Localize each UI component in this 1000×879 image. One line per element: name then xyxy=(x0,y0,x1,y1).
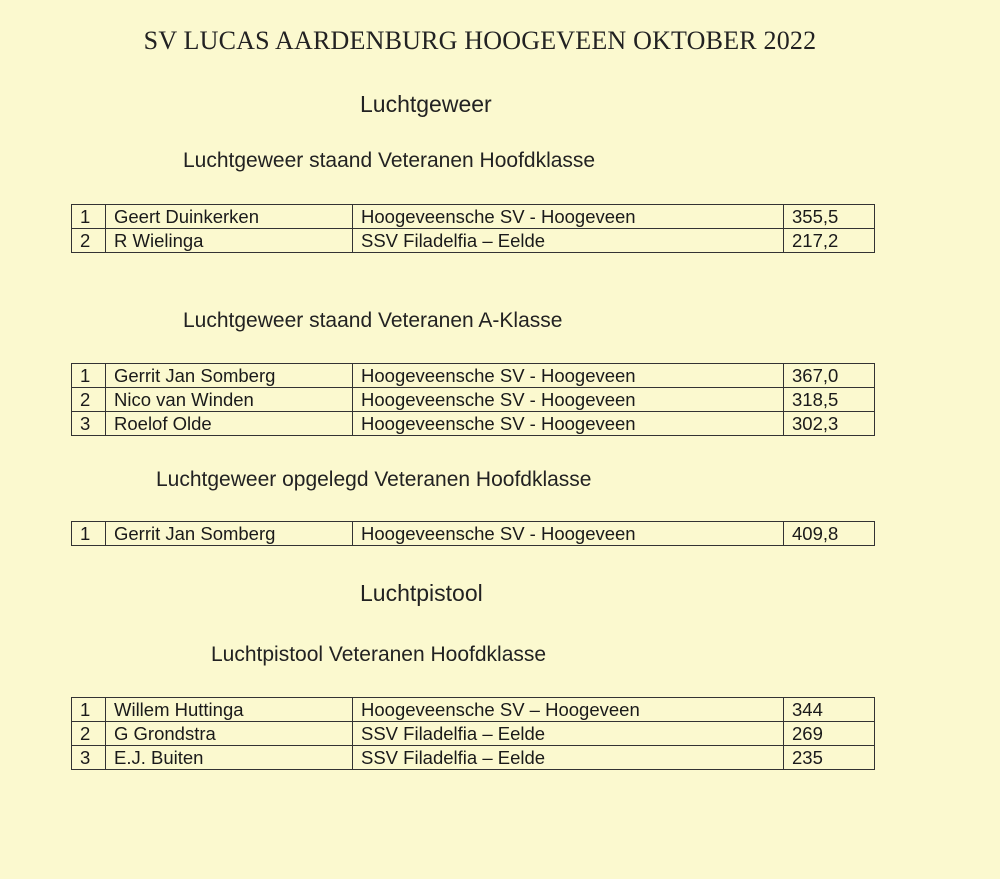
document-title: SV LUCAS AARDENBURG HOOGEVEEN OKTOBER 2022 xyxy=(143,26,817,55)
score-cell: 235 xyxy=(784,746,875,770)
score-cell: 269 xyxy=(784,722,875,746)
table-row xyxy=(72,412,875,436)
results-table-staand-a-klasse xyxy=(71,363,875,436)
score-cell: 355,5 xyxy=(784,205,875,229)
club-cell: Hoogeveensche SV - Hoogeveen xyxy=(353,388,784,412)
name-cell: Roelof Olde xyxy=(106,412,353,436)
score-cell: 367,0 xyxy=(784,364,875,388)
table-row xyxy=(72,522,875,546)
club-cell: Hoogeveensche SV - Hoogeveen xyxy=(353,412,784,436)
group-heading-staand-hoofdklasse: Luchtgeweer staand Veteranen Hoofdklasse xyxy=(183,149,596,172)
results-table-staand-hoofdklasse xyxy=(71,204,875,253)
section-heading-luchtpistool: Luchtpistool xyxy=(360,580,483,606)
score-cell: 344 xyxy=(784,698,875,722)
score-cell: 217,2 xyxy=(784,229,875,253)
section-heading-luchtgeweer: Luchtgeweer xyxy=(360,91,492,117)
table-row xyxy=(72,746,875,770)
group-heading-opgelegd-hoofdklasse: Luchtgeweer opgelegd Veteranen Hoofdklasse xyxy=(156,468,592,491)
table-row xyxy=(72,205,875,229)
rank-cell: 3 xyxy=(72,412,106,436)
club-cell: Hoogeveensche SV – Hoogeveen xyxy=(353,698,784,722)
rank-cell: 1 xyxy=(72,205,106,229)
group-heading-staand-a-klasse: Luchtgeweer staand Veteranen A-Klasse xyxy=(183,309,563,332)
results-table-pistool-hoofdklasse xyxy=(71,697,875,770)
name-cell: G Grondstra xyxy=(106,722,353,746)
score-cell: 409,8 xyxy=(784,522,875,546)
group-heading-pistool-hoofdklasse: Luchtpistool Veteranen Hoofdklasse xyxy=(211,643,547,666)
table-row xyxy=(72,388,875,412)
name-cell: Gerrit Jan Somberg xyxy=(106,522,353,546)
score-cell: 302,3 xyxy=(784,412,875,436)
rank-cell: 2 xyxy=(72,722,106,746)
club-cell: Hoogeveensche SV - Hoogeveen xyxy=(353,205,784,229)
results-table-opgelegd-hoofdklasse xyxy=(71,521,875,546)
club-cell: SSV Filadelfia – Eelde xyxy=(353,722,784,746)
name-cell: Nico van Winden xyxy=(106,388,353,412)
club-cell: SSV Filadelfia – Eelde xyxy=(353,746,784,770)
name-cell: R Wielinga xyxy=(106,229,353,253)
rank-cell: 2 xyxy=(72,388,106,412)
club-cell: SSV Filadelfia – Eelde xyxy=(353,229,784,253)
table-row xyxy=(72,229,875,253)
table-row xyxy=(72,698,875,722)
table-row xyxy=(72,722,875,746)
name-cell: Geert Duinkerken xyxy=(106,205,353,229)
rank-cell: 2 xyxy=(72,229,106,253)
name-cell: E.J. Buiten xyxy=(106,746,353,770)
name-cell: Gerrit Jan Somberg xyxy=(106,364,353,388)
rank-cell: 1 xyxy=(72,364,106,388)
rank-cell: 3 xyxy=(72,746,106,770)
club-cell: Hoogeveensche SV - Hoogeveen xyxy=(353,522,784,546)
score-cell: 318,5 xyxy=(784,388,875,412)
table-row xyxy=(72,364,875,388)
rank-cell: 1 xyxy=(72,698,106,722)
name-cell: Willem Huttinga xyxy=(106,698,353,722)
rank-cell: 1 xyxy=(72,522,106,546)
club-cell: Hoogeveensche SV - Hoogeveen xyxy=(353,364,784,388)
